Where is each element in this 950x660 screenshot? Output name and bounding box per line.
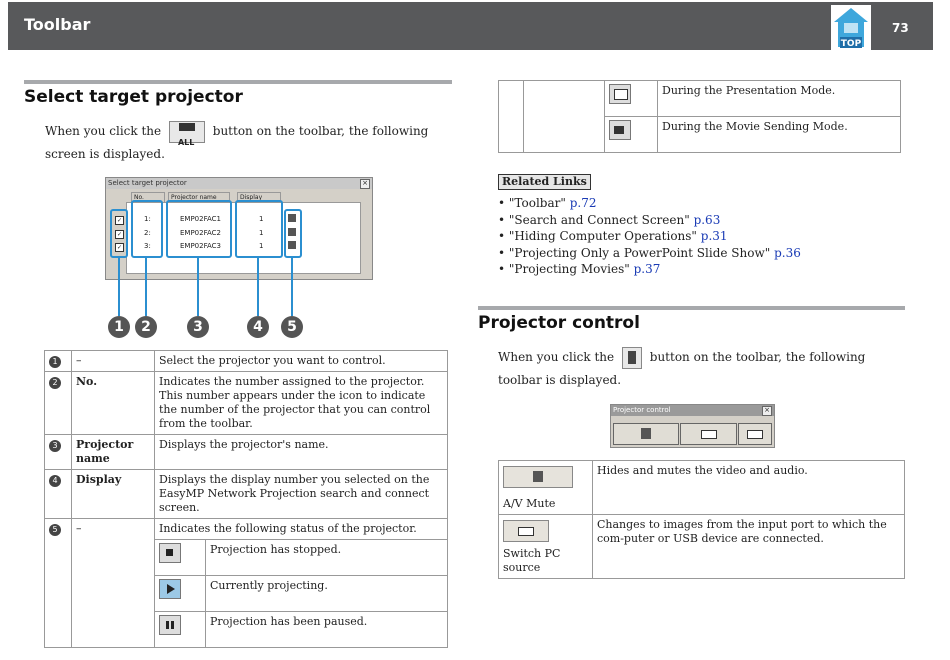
col-name: Projector name xyxy=(168,192,230,203)
row-display: 1 xyxy=(259,229,264,237)
row-term: – xyxy=(72,519,155,648)
row-no: 3: xyxy=(144,242,151,250)
page-number: 73 xyxy=(892,21,909,35)
status-text: Projection has been paused. xyxy=(206,612,448,648)
projecting-icon xyxy=(159,579,181,599)
projector-control-dialog xyxy=(610,404,775,448)
intro-after: button on the toolbar, the following toolbar is displayed. xyxy=(498,350,866,387)
row-desc: Displays the projector's name. xyxy=(155,435,448,470)
callout-line xyxy=(118,256,120,316)
link-item[interactable]: • "Projecting Movies" p.37 xyxy=(498,262,661,276)
table-row xyxy=(45,519,448,540)
row-no: 1: xyxy=(144,215,151,223)
col-display: Display xyxy=(237,192,281,203)
table-row xyxy=(499,515,905,579)
row-number: 4 xyxy=(49,475,61,487)
row-display: 1 xyxy=(259,215,264,223)
callout-number-3: 3 xyxy=(187,316,209,338)
callout-box-2 xyxy=(131,200,163,258)
table-row xyxy=(45,470,448,519)
row-desc: Indicates the following status of the projector. xyxy=(155,519,448,540)
top-button[interactable] xyxy=(831,5,871,50)
col-no: No. xyxy=(131,192,165,203)
checkbox-3[interactable]: ✓ xyxy=(116,244,123,251)
callout-box-3 xyxy=(166,200,232,258)
av-mute-button[interactable] xyxy=(613,423,679,445)
row-name: EMP02FAC3 xyxy=(180,242,221,250)
av-mute-icon xyxy=(503,466,573,488)
all-label: ALL xyxy=(177,137,195,147)
link-page[interactable]: p.72 xyxy=(569,196,597,210)
control-desc: Hides and mutes the video and audio. xyxy=(593,461,905,515)
control-desc: Changes to images from the input port to which the com-puter or USB device are connected. xyxy=(593,515,905,579)
switch-pc-icon xyxy=(503,520,549,542)
header-title: Toolbar xyxy=(24,15,91,34)
projector-control-intro xyxy=(498,346,905,392)
dialog-title: Projector control xyxy=(611,405,774,416)
section-title-select-target: Select target projector xyxy=(24,87,243,107)
table-row xyxy=(499,461,905,515)
row-number: 2 xyxy=(49,377,61,389)
row-term: – xyxy=(72,351,155,372)
close-icon[interactable]: × xyxy=(762,406,772,416)
link-item[interactable]: • "Hiding Computer Operations" p.31 xyxy=(498,229,728,243)
callout-number-1: 1 xyxy=(108,316,130,338)
link-text: "Projecting Movies" xyxy=(508,262,630,276)
related-links-list xyxy=(498,195,801,278)
intro-after: button on the toolbar, the following screen is displayed. xyxy=(45,124,429,161)
checkbox-2[interactable]: ✓ xyxy=(116,231,123,238)
row-number: 1 xyxy=(49,356,61,368)
link-page[interactable]: p.63 xyxy=(693,212,721,227)
link-page[interactable]: p.37 xyxy=(633,262,661,276)
callout-box-1 xyxy=(110,209,128,258)
row-term: No. xyxy=(72,372,155,435)
row-no: 2: xyxy=(144,229,151,237)
row-display: 1 xyxy=(259,242,264,250)
related-links-label: Related Links xyxy=(498,174,591,190)
mode-table xyxy=(498,80,901,153)
callout-box-5 xyxy=(284,209,302,258)
row-term: Display xyxy=(72,470,155,519)
tape-button[interactable] xyxy=(738,423,772,445)
stopped-icon xyxy=(159,543,181,563)
callout-number-5: 5 xyxy=(281,316,303,338)
link-item[interactable]: • "Search and Connect Screen" p.63 xyxy=(498,212,721,227)
link-text: "Toolbar" xyxy=(508,196,566,210)
section-rule xyxy=(478,306,905,310)
status-text: Projection has stopped. xyxy=(206,540,448,576)
link-item[interactable]: • "Toolbar" p.72 xyxy=(498,196,597,210)
switch-pc-source-button[interactable] xyxy=(680,423,737,445)
link-item[interactable]: • "Projecting Only a PowerPoint Slide Show" p.36 xyxy=(498,245,801,260)
mode-text: During the Presentation Mode. xyxy=(658,81,901,117)
callout-number-4: 4 xyxy=(247,316,269,338)
control-label: Switch PC source xyxy=(503,547,561,574)
table-row xyxy=(45,351,448,372)
callout-line xyxy=(197,256,199,316)
row-name: EMP02FAC2 xyxy=(180,229,221,237)
presentation-mode-icon xyxy=(609,84,631,104)
row-number: 5 xyxy=(49,524,61,536)
row-name: EMP02FAC1 xyxy=(180,215,221,223)
control-table xyxy=(498,460,905,579)
intro-before: When you click the xyxy=(498,350,615,364)
row-desc: Select the projector you want to control. xyxy=(155,351,448,372)
link-page[interactable]: p.31 xyxy=(700,229,728,243)
table-row xyxy=(45,435,448,470)
link-text: "Projecting Only a PowerPoint Slide Show" xyxy=(508,245,771,260)
description-table xyxy=(44,350,448,648)
table-row xyxy=(45,372,448,435)
intro-before: When you click the xyxy=(45,124,162,138)
paused-icon xyxy=(159,615,181,635)
callout-line xyxy=(291,256,293,316)
dialog-title: Select target projector xyxy=(106,178,372,189)
section-rule xyxy=(24,80,452,84)
link-page[interactable]: p.36 xyxy=(774,245,801,260)
row-term: Projector name xyxy=(72,435,155,470)
table-row xyxy=(499,81,901,117)
row-number: 3 xyxy=(49,440,61,452)
movie-mode-icon xyxy=(609,120,631,140)
select-target-intro xyxy=(45,120,452,166)
page-header xyxy=(8,2,933,50)
mode-text: During the Movie Sending Mode. xyxy=(658,117,901,153)
link-text: "Hiding Computer Operations" xyxy=(508,229,697,243)
control-label: A/V Mute xyxy=(503,497,556,510)
close-icon[interactable]: × xyxy=(360,179,370,189)
checkbox-1[interactable]: ✓ xyxy=(116,217,123,224)
callout-number-2: 2 xyxy=(135,316,157,338)
callout-line xyxy=(257,256,259,316)
all-button-icon xyxy=(169,121,205,147)
section-title-projector-control: Projector control xyxy=(478,313,640,333)
status-text: Currently projecting. xyxy=(206,576,448,612)
link-text: "Search and Connect Screen" xyxy=(508,212,690,227)
row-desc: Indicates the number assigned to the projector. This number appears under the icon to indicate the number of the projector that you can control from the toolbar. xyxy=(155,372,448,435)
row-desc: Displays the display number you selected on the EasyMP Network Projection search and connect screen. xyxy=(155,470,448,519)
projector-control-button-icon xyxy=(622,347,642,369)
top-label: TOP xyxy=(840,39,862,49)
callout-line xyxy=(145,256,147,316)
top-house-icon xyxy=(831,5,871,50)
callout-box-4 xyxy=(235,200,283,258)
